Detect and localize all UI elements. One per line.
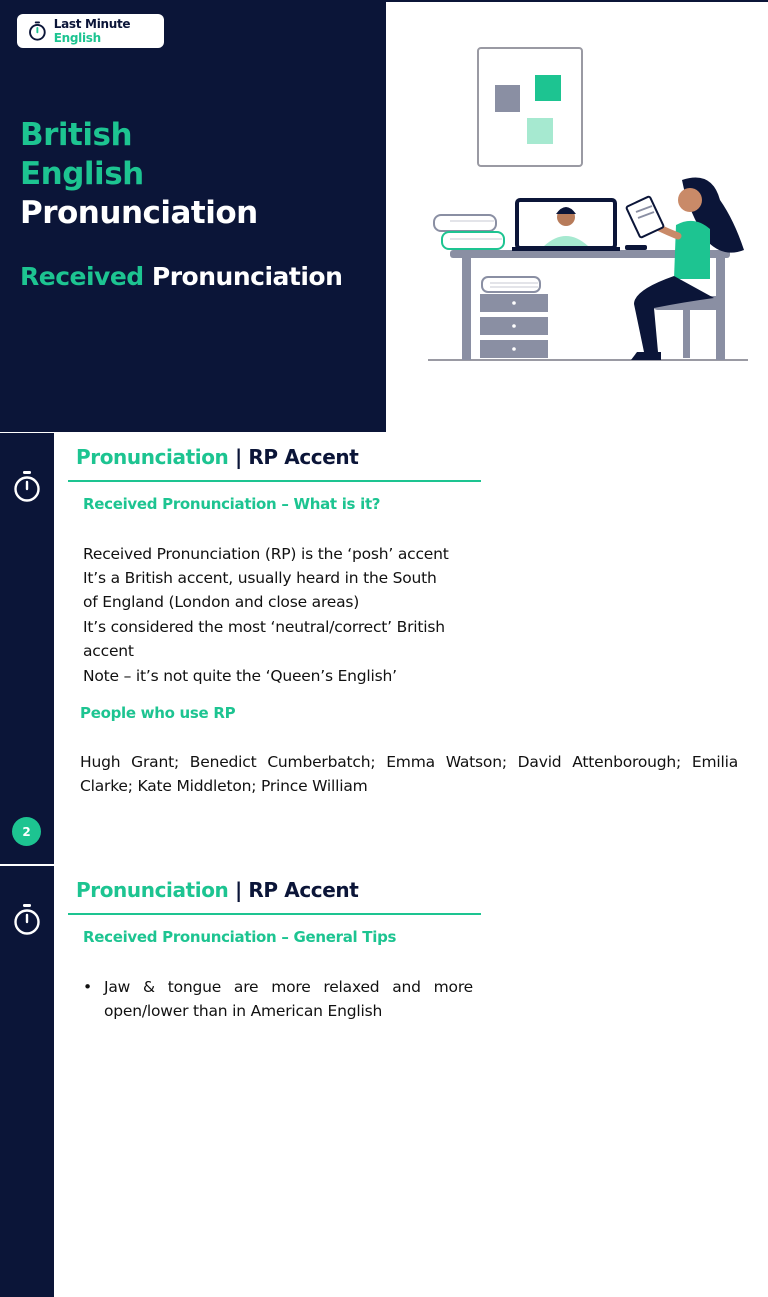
heading-accent: Pronunciation [76,878,229,902]
bullet-item [83,975,473,1023]
bullet-dot: • [83,978,92,996]
people-list: Hugh Grant; Benedict Cumberbatch; Emma Watson; David Attenborough; Emilia Clarke; Kate Middleton; Prince William [80,753,738,795]
section-title-people: People who use RP [80,704,236,722]
heading-separator: | [228,445,249,469]
cover-subtitle [20,262,342,291]
body-line: It’s considered the most ‘neutral/correct’ British [83,618,445,636]
body-line: accent [83,642,134,660]
slide-divider [0,865,54,866]
slide-heading [76,445,358,469]
slide-rp-what-is-it [0,432,768,864]
body-line: Received Pronunciation (RP) is the ‘posh’ accent [83,545,449,563]
slide-rp-general-tips [0,865,768,1297]
heading-rest: RP Accent [248,445,359,469]
body-line: It’s a British accent, usually heard in the South [83,569,437,587]
title-line-1: British [20,117,133,153]
heading-rule [68,480,481,482]
stopwatch-icon [13,470,41,504]
page-number-badge: 2 [12,817,41,846]
desk-illustration [420,40,760,380]
heading-accent: Pronunciation [76,445,229,469]
cover-title [20,116,258,233]
section-title-general-tips: Received Pronunciation – General Tips [83,928,397,946]
brand-logo [17,14,164,48]
subtitle-rest: Pronunciation [143,262,343,291]
stopwatch-icon [13,903,41,937]
stopwatch-icon [27,19,48,43]
slide-heading [76,878,358,902]
logo-text-accent: English [53,31,101,45]
body-line: Note – it’s not quite the ‘Queen’s English’ [83,667,397,685]
slide-sidebar [0,865,54,1297]
subtitle-accent: Received [20,262,144,291]
heading-separator: | [228,878,249,902]
slide-sidebar [0,432,54,864]
bullet-text: Jaw & tongue are more relaxed and more open/lower than in American English [104,978,473,1020]
logo-text [54,17,164,45]
logo-text-main: Last Minute [53,17,131,31]
heading-rule [68,913,481,915]
cover-top-border [386,0,768,2]
cover-slide [0,0,768,432]
section-title-what-is-rp: Received Pronunciation – What is it? [83,495,381,513]
slide-divider [0,432,54,433]
title-line-2: English [20,156,144,192]
title-line-3: Pronunciation [20,195,258,231]
body-line: of England (London and close areas) [83,593,360,611]
heading-rest: RP Accent [248,878,359,902]
